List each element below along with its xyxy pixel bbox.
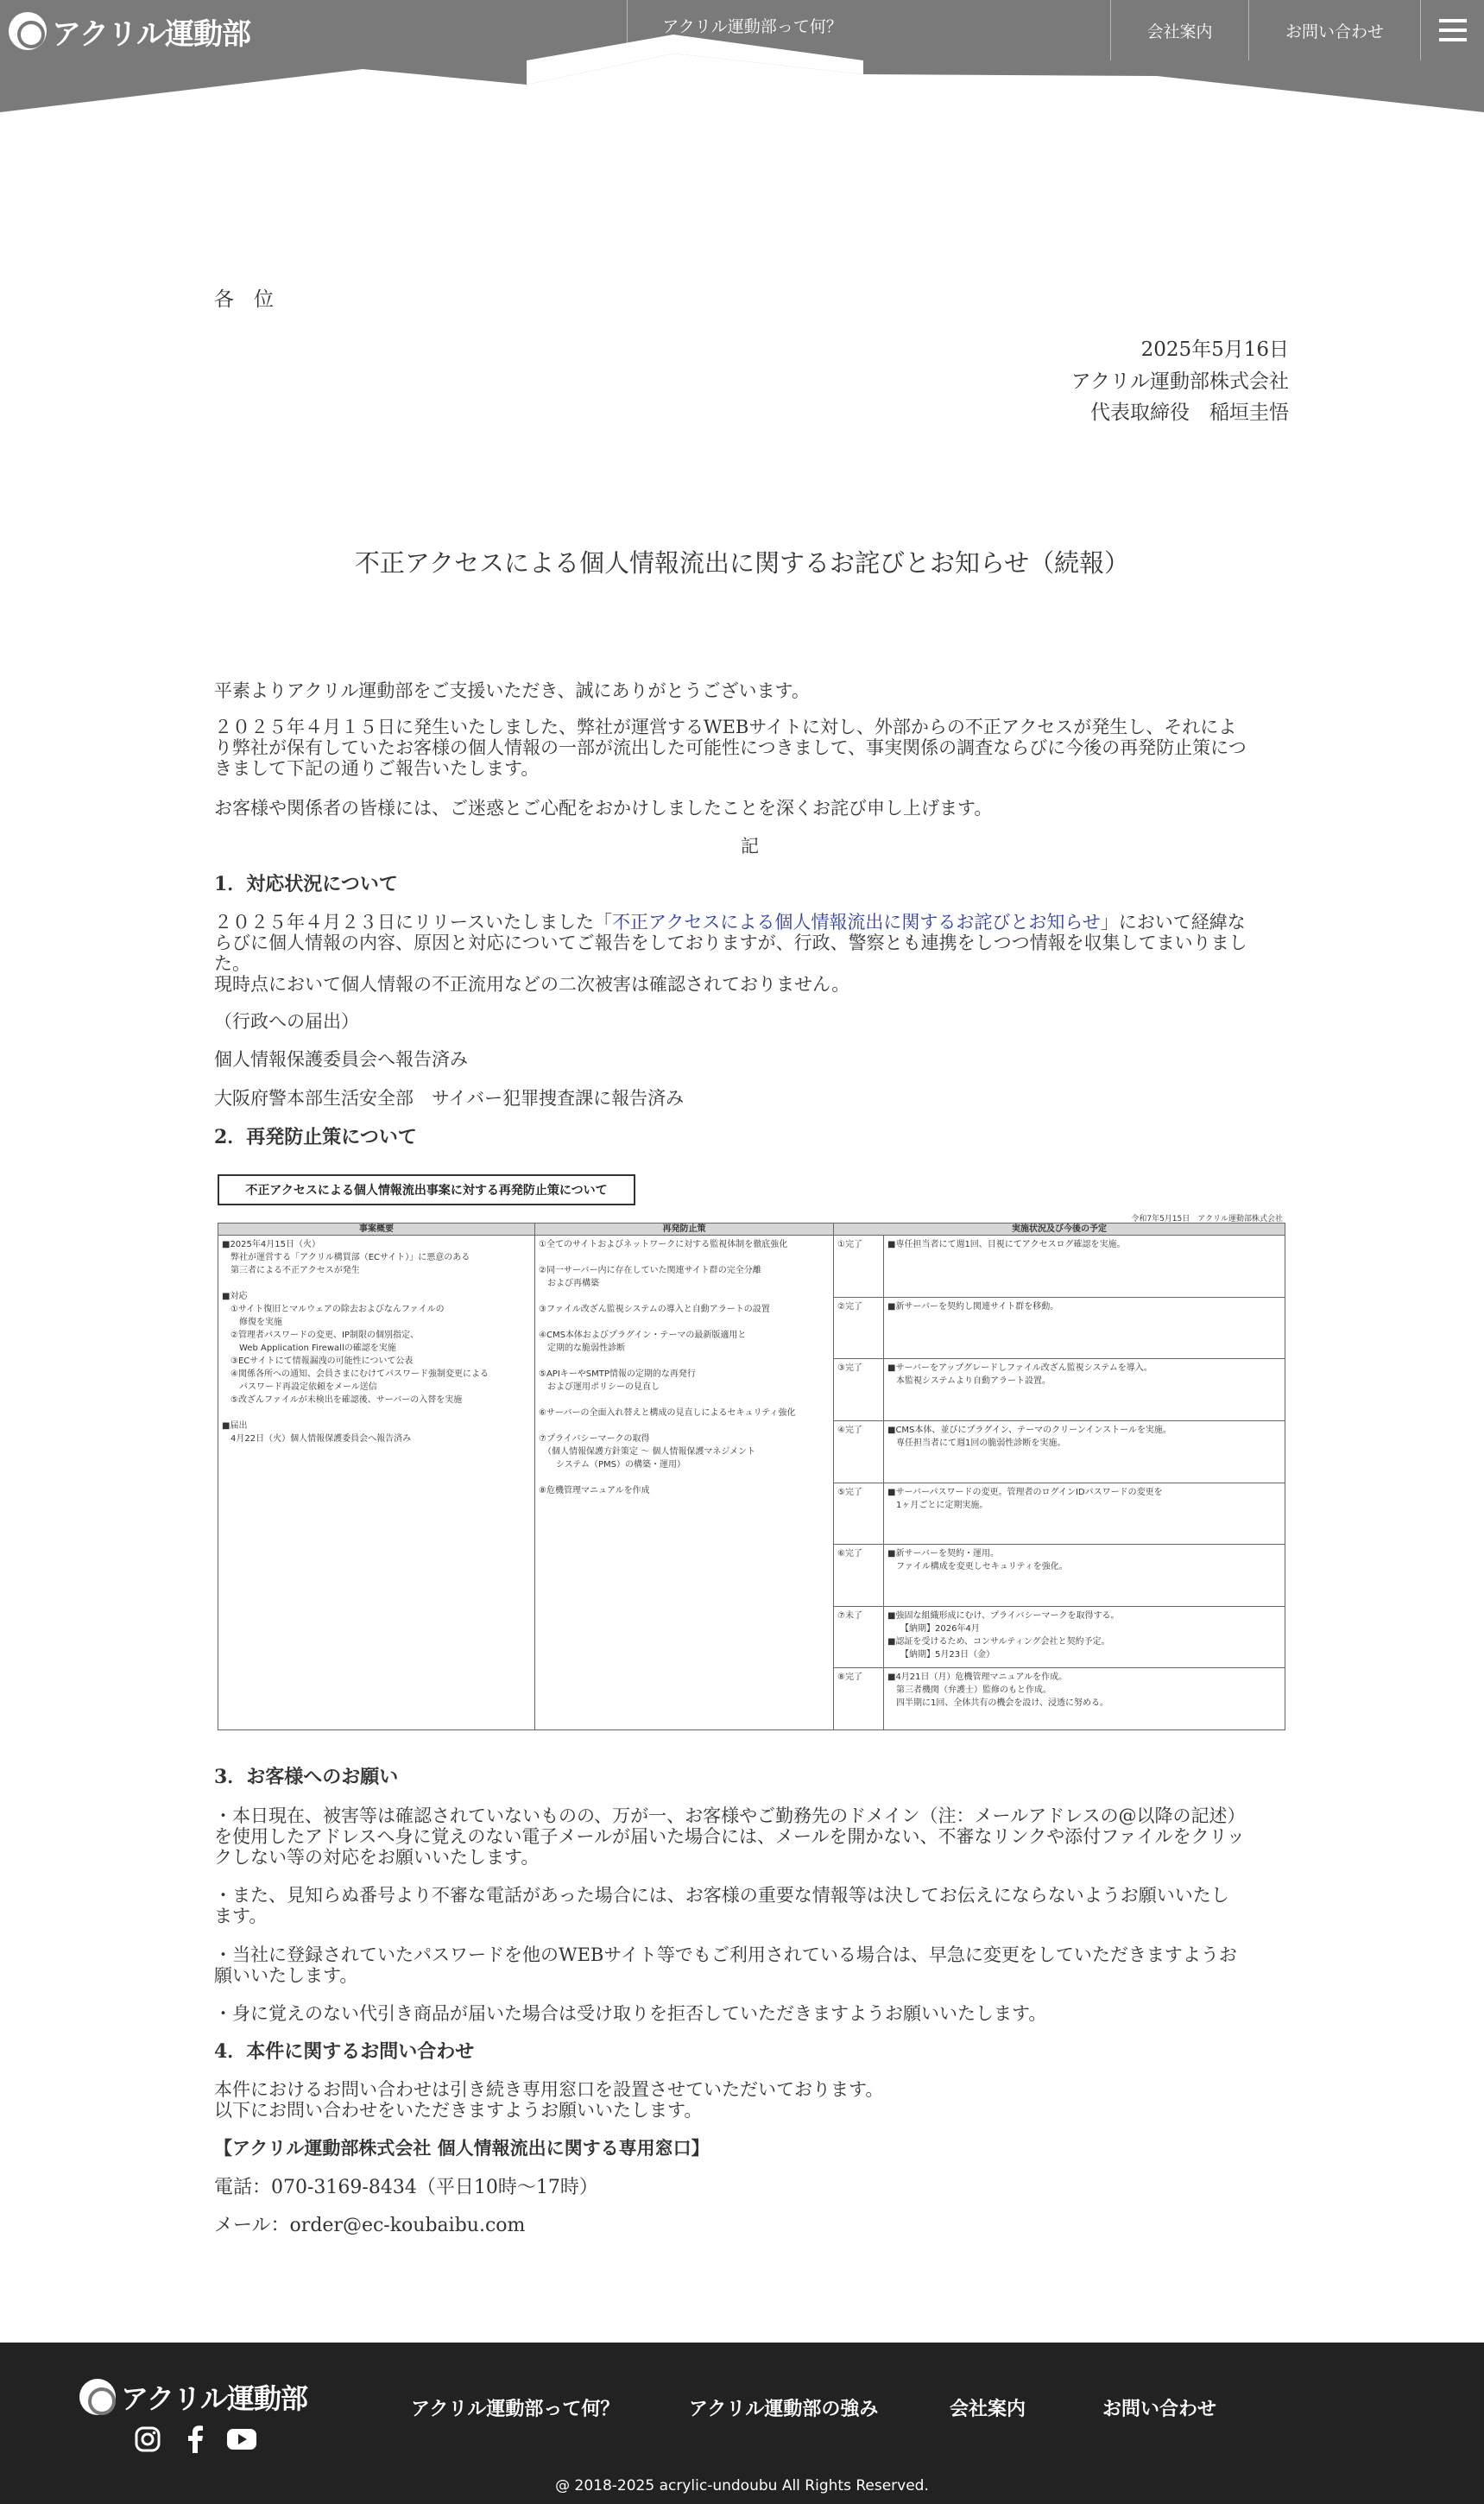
overview-line: ■対応 bbox=[222, 1292, 248, 1301]
footer-logo-mark-icon bbox=[79, 2379, 116, 2415]
footer-logo-text: アクリル運動部 bbox=[121, 2382, 308, 2415]
measure-line bbox=[539, 1420, 830, 1432]
status-detail-line: 四半期に1回、全体共有の機会を設け、浸透に努める。 bbox=[887, 1698, 1108, 1709]
status-detail-line: 【納期】5月23日（金） bbox=[887, 1649, 995, 1660]
status-detail-line: ■CMS本体、並びにプラグイン、テーマのクリーンインストールを実施。 bbox=[887, 1425, 1171, 1435]
status-detail-line: 専任担当者にて週1回の脆弱性診断を実施。 bbox=[887, 1438, 1066, 1448]
measure-line: ⑤APIキーやSMTP情報の定期的な再発行 bbox=[539, 1369, 696, 1379]
footer-nav-contact[interactable]: お問い合わせ bbox=[1102, 2399, 1217, 2420]
measure-line: および運用ポリシーの見直し bbox=[539, 1382, 660, 1392]
overview-line: パスワード再設定依頼をメール送信 bbox=[222, 1382, 377, 1392]
intro-text: 平素よりアクリル運動部をご支援いただき、誠にありがとうございます。 bbox=[214, 680, 810, 701]
overview-line: ③ECサイトにて情報漏洩の可能性について公表 bbox=[222, 1356, 414, 1366]
overview-line: Web Application Firewallの確認を実施 bbox=[222, 1344, 396, 1353]
prevention-plan-table-image bbox=[216, 1173, 1286, 1734]
overview-line: ④関係各所への通知、会員さまにむけてパスワード強制変更による bbox=[222, 1369, 489, 1379]
contact-line2: 以下にお問い合わせをいただきますようお願いいたします。 bbox=[214, 2100, 703, 2121]
measure-line: システム（PMS）の構築・運用） bbox=[539, 1460, 686, 1470]
apology-text: お客様や関係者の皆様には、ご迷惑とご心配をおかけしましたことを深くお詫び申し上げます。 bbox=[214, 798, 993, 819]
overview-line: ■2025年4月15日（火） bbox=[222, 1240, 320, 1249]
status-cell: ③完了 bbox=[834, 1359, 884, 1421]
section3-p1-line1: ・本日現在、被害等は確認されていないものの、万が一、お客様やご勤務先のドメイン（注：メールアドレスの@以降の記述） bbox=[214, 1805, 1246, 1826]
measure-line: ③ファイル改ざん監視システムの導入と自動アラートの設置 bbox=[539, 1305, 770, 1314]
status-detail-cell bbox=[884, 1297, 1285, 1359]
page-title: 不正アクセスによる個人情報流出に関するお詫びとお知らせ（続報） bbox=[354, 548, 1130, 578]
table-header-measures: 再発防止策 bbox=[535, 1224, 834, 1236]
logo-mark-icon bbox=[9, 12, 47, 50]
status-detail-cell bbox=[884, 1483, 1285, 1545]
measure-line bbox=[539, 1394, 830, 1407]
contact-line1: 本件におけるお問い合わせは引き続き専用窓口を設置させていただいております。 bbox=[214, 2079, 884, 2100]
measure-line bbox=[539, 1316, 830, 1329]
instagram-icon[interactable] bbox=[132, 2424, 163, 2455]
measure-line bbox=[539, 1471, 830, 1484]
section3-heading: 3．お客様へのお願い bbox=[214, 1766, 399, 1788]
addressee: 各 位 bbox=[214, 288, 274, 311]
status-detail-cell bbox=[884, 1420, 1285, 1483]
contact-email[interactable]: メール：order@ec-koubaibu.com bbox=[214, 2215, 526, 2236]
para1-line3: きまして下記の通りご報告いたします。 bbox=[214, 758, 540, 779]
measure-line: ①全てのサイトおよびネットワークに対する監視体制を徹底強化 bbox=[539, 1240, 788, 1249]
nav-about[interactable] bbox=[627, 0, 877, 55]
status-detail-cell bbox=[884, 1668, 1285, 1730]
status-detail-line: ■新サーバーを契約し関連サイト群を移動。 bbox=[887, 1301, 1059, 1312]
status-detail-line: ■強固な組織形成にむけ、プライバシーマークを取得する。 bbox=[887, 1610, 1120, 1621]
measures-cell bbox=[535, 1236, 834, 1730]
status-cell: ①完了 bbox=[834, 1236, 884, 1298]
section3-p3-line1: ・当社に登録されていたパスワードを他のWEBサイト等でもご利用されている場合は、早急に変更をしていただきますようお bbox=[214, 1944, 1237, 1965]
measure-line: および再構築 bbox=[539, 1279, 599, 1288]
letter-date: 2025年5月16日 bbox=[1140, 338, 1289, 361]
section3-p3-line2: 願いいたします。 bbox=[214, 1965, 358, 1986]
status-detail-cell bbox=[884, 1545, 1285, 1607]
hamburger-icon[interactable] bbox=[1420, 0, 1484, 60]
measure-line: ⑥サーバーの全面入れ替えと構成の見直しによるセキュリティ強化 bbox=[539, 1408, 796, 1418]
measure-line bbox=[539, 1251, 830, 1264]
status-detail-line: ■専任担当者にて週1回、目視にてアクセスログ確認を実施。 bbox=[887, 1240, 1126, 1249]
overview-line: ■届出 bbox=[222, 1421, 248, 1431]
table-title: 不正アクセスによる個人情報流出事案に対する再発防止策について bbox=[218, 1174, 635, 1205]
site-logo[interactable] bbox=[9, 12, 250, 50]
overview-line: ②管理者パスワードの変更、IP制限の個別指定、 bbox=[222, 1331, 419, 1340]
table-header-status: 実施状況及び今後の予定 bbox=[834, 1224, 1285, 1236]
gov-report-label: （行政への届出） bbox=[214, 1011, 359, 1032]
section4-heading: 4．本件に関するお問い合わせ bbox=[214, 2040, 475, 2063]
nav-company[interactable] bbox=[1110, 0, 1248, 60]
overview-line: 弊社が運営する「アクリル構買部（ECサイト）」に悪意のある bbox=[222, 1253, 470, 1262]
nav-company-label: 会社案内 bbox=[1146, 22, 1213, 41]
site-footer bbox=[0, 2343, 1484, 2504]
status-cell: ④完了 bbox=[834, 1420, 884, 1483]
youtube-icon[interactable] bbox=[226, 2424, 257, 2455]
ki-mark: 記 bbox=[741, 836, 759, 857]
section2-heading: 2．再発防止策について bbox=[214, 1126, 417, 1148]
overview-line: 第三者による不正アクセスが発生 bbox=[222, 1266, 360, 1275]
section1-line3: た。 bbox=[214, 953, 250, 974]
logo-text: アクリル運動部 bbox=[52, 16, 250, 52]
copyright: @ 2018-2025 acrylic-undoubu All Rights Reserved. bbox=[555, 2477, 929, 2495]
status-detail-cell bbox=[884, 1236, 1285, 1298]
para1-line1: ２０２５年４月１５日に発生いたしました、弊社が運営するWEBサイトに対し、外部からの不正アクセスが発生し、それによ bbox=[214, 717, 1237, 737]
section3-p4: ・身に覚えのない代引き商品が届いた場合は受け取りを拒否していただきますようお願いいたします。 bbox=[214, 2003, 1047, 2024]
overview-line: ①サイト復旧とマルウェアの除去およびなんファイルの bbox=[222, 1305, 445, 1314]
report-ppc: 個人情報保護委員会へ報告済み bbox=[214, 1049, 468, 1070]
status-detail-line: ■認証を受けるため、コンサルティング会社と契約予定。 bbox=[887, 1636, 1110, 1647]
nav-about-label: アクリル運動部って何？ bbox=[662, 16, 843, 36]
status-cell: ②完了 bbox=[834, 1297, 884, 1359]
report-police: 大阪府警本部生活安全部 サイバー犯罪捜査課に報告済み bbox=[214, 1088, 685, 1109]
overview-cell bbox=[218, 1236, 535, 1730]
prevention-plan-table bbox=[218, 1223, 1285, 1730]
section3-p1-line3: クしない等の対応をお願いいたします。 bbox=[214, 1847, 540, 1868]
footer-nav-about[interactable]: アクリル運動部って何？ bbox=[411, 2399, 620, 2420]
contact-phone: 電話：070-3169-8434（平日10時〜17時） bbox=[214, 2177, 598, 2198]
company-name: アクリル運動部株式会社 bbox=[1070, 370, 1289, 393]
measure-line: ⑧危機管理マニュアルを作成 bbox=[539, 1486, 650, 1495]
table-header-overview: 事案概要 bbox=[218, 1224, 535, 1236]
nav-contact-label: お問い合わせ bbox=[1285, 22, 1384, 41]
facebook-icon[interactable] bbox=[180, 2424, 211, 2455]
section1-line4: 現時点において個人情報の不正流用などの二次被害は確認されておりません。 bbox=[214, 974, 850, 995]
section3-p1-line2: を使用したアドレスへ身に覚えのない電子メールが届いた場合には、メールを開かない、不審なリンクや添付ファイルをクリッ bbox=[214, 1826, 1245, 1847]
section3-p2-line2: ます。 bbox=[214, 1906, 268, 1926]
status-detail-cell bbox=[884, 1606, 1285, 1668]
status-detail-line: ■新サーバーを契約・運用。 bbox=[887, 1549, 999, 1559]
status-detail-line: ■サーバーをアップグレードしファイル改ざん監視システムを導入。 bbox=[887, 1363, 1152, 1374]
measure-line: ⑦プライバシーマークの取得 bbox=[539, 1434, 650, 1444]
measure-line: （個人情報保護方針策定 〜 個人情報保護マネジメント bbox=[539, 1447, 756, 1457]
status-detail-line: 【納期】2026年4月 bbox=[887, 1623, 980, 1634]
section1-heading: 1．対応状況について bbox=[214, 873, 398, 895]
status-detail-line: ファイル構成を変更しセキュリティを強化。 bbox=[887, 1562, 1068, 1572]
footer-nav-company[interactable]: 会社案内 bbox=[950, 2399, 1026, 2420]
measure-line: ④CMS本体およびプラグイン・テーマの最新版適用と bbox=[539, 1331, 747, 1340]
status-cell: ⑥完了 bbox=[834, 1545, 884, 1607]
overview-line: ⑤改ざんファイルが未検出を確認後、サーバーの入替を実施 bbox=[222, 1395, 463, 1405]
representative: 代表取締役 稲垣圭悟 bbox=[1090, 402, 1289, 424]
para1-line2: り弊社が保有していたお客様の個人情報の一部が流出した可能性につきまして、事実関係の調査ならびに今後の再発防止策につ bbox=[214, 737, 1247, 758]
status-detail-line: 1ヶ月ごとに定期実施。 bbox=[887, 1500, 988, 1510]
overview-line: 修復を実施 bbox=[222, 1318, 282, 1327]
site-header bbox=[0, 0, 1484, 112]
section1-line1-post: 」において経緯な bbox=[1100, 912, 1246, 933]
status-detail-line: 第三者機関（弁護士）監修のもと作成。 bbox=[887, 1685, 1051, 1696]
footer-logo[interactable] bbox=[79, 2377, 307, 2417]
footer-nav-strengths[interactable]: アクリル運動部の強み bbox=[689, 2399, 879, 2420]
status-cell: ⑤完了 bbox=[834, 1483, 884, 1545]
overview-line bbox=[222, 1277, 531, 1290]
overview-line: 4月22日（火）個人情報保護委員会へ報告済み bbox=[222, 1434, 412, 1444]
nav-contact[interactable] bbox=[1248, 0, 1420, 60]
table-date: 令和7年5月15日 アクリル運動部株式会社 bbox=[1131, 1215, 1283, 1224]
status-detail-line: 本監視システムより自動アラート設置。 bbox=[887, 1376, 1051, 1387]
measure-line: ②同一サーバー内に存在していた関連サイト群の完全分離 bbox=[539, 1266, 761, 1275]
status-detail-cell bbox=[884, 1359, 1285, 1421]
table-row bbox=[218, 1236, 1285, 1298]
measure-line bbox=[539, 1290, 830, 1303]
previous-notice-link[interactable]: 不正アクセスによる個人情報流出に関するお詫びとお知らせ bbox=[611, 912, 1101, 933]
section3-p2-line1: ・また、見知らぬ番号より不審な電話があった場合には、お客様の重要な情報等は決してお伝えにならないようお願いいたし bbox=[214, 1885, 1229, 1906]
overview-line bbox=[222, 1407, 531, 1420]
status-detail-line: ■サーバーパスワードの変更。管理者のログインIDパスワードの変更を bbox=[887, 1487, 1163, 1497]
status-detail-line: ■4月21日（月）危機管理マニュアルを作成。 bbox=[887, 1672, 1068, 1683]
section1-line1-pre: ２０２５年４月２３日にリリースいたしました「 bbox=[214, 912, 612, 933]
status-cell: ⑧完了 bbox=[834, 1668, 884, 1730]
status-cell: ⑦未了 bbox=[834, 1606, 884, 1668]
measure-line: 定期的な脆弱性診断 bbox=[539, 1344, 625, 1353]
measure-line bbox=[539, 1355, 830, 1368]
contact-desk: 【アクリル運動部株式会社 個人情報流出に関する専用窓口】 bbox=[214, 2137, 710, 2159]
section1-line2: らびに個人情報の内容、原因と対応についてご報告をしておりますが、行政、警察とも連携をしつつ情報を収集してまいりまし bbox=[214, 933, 1247, 953]
